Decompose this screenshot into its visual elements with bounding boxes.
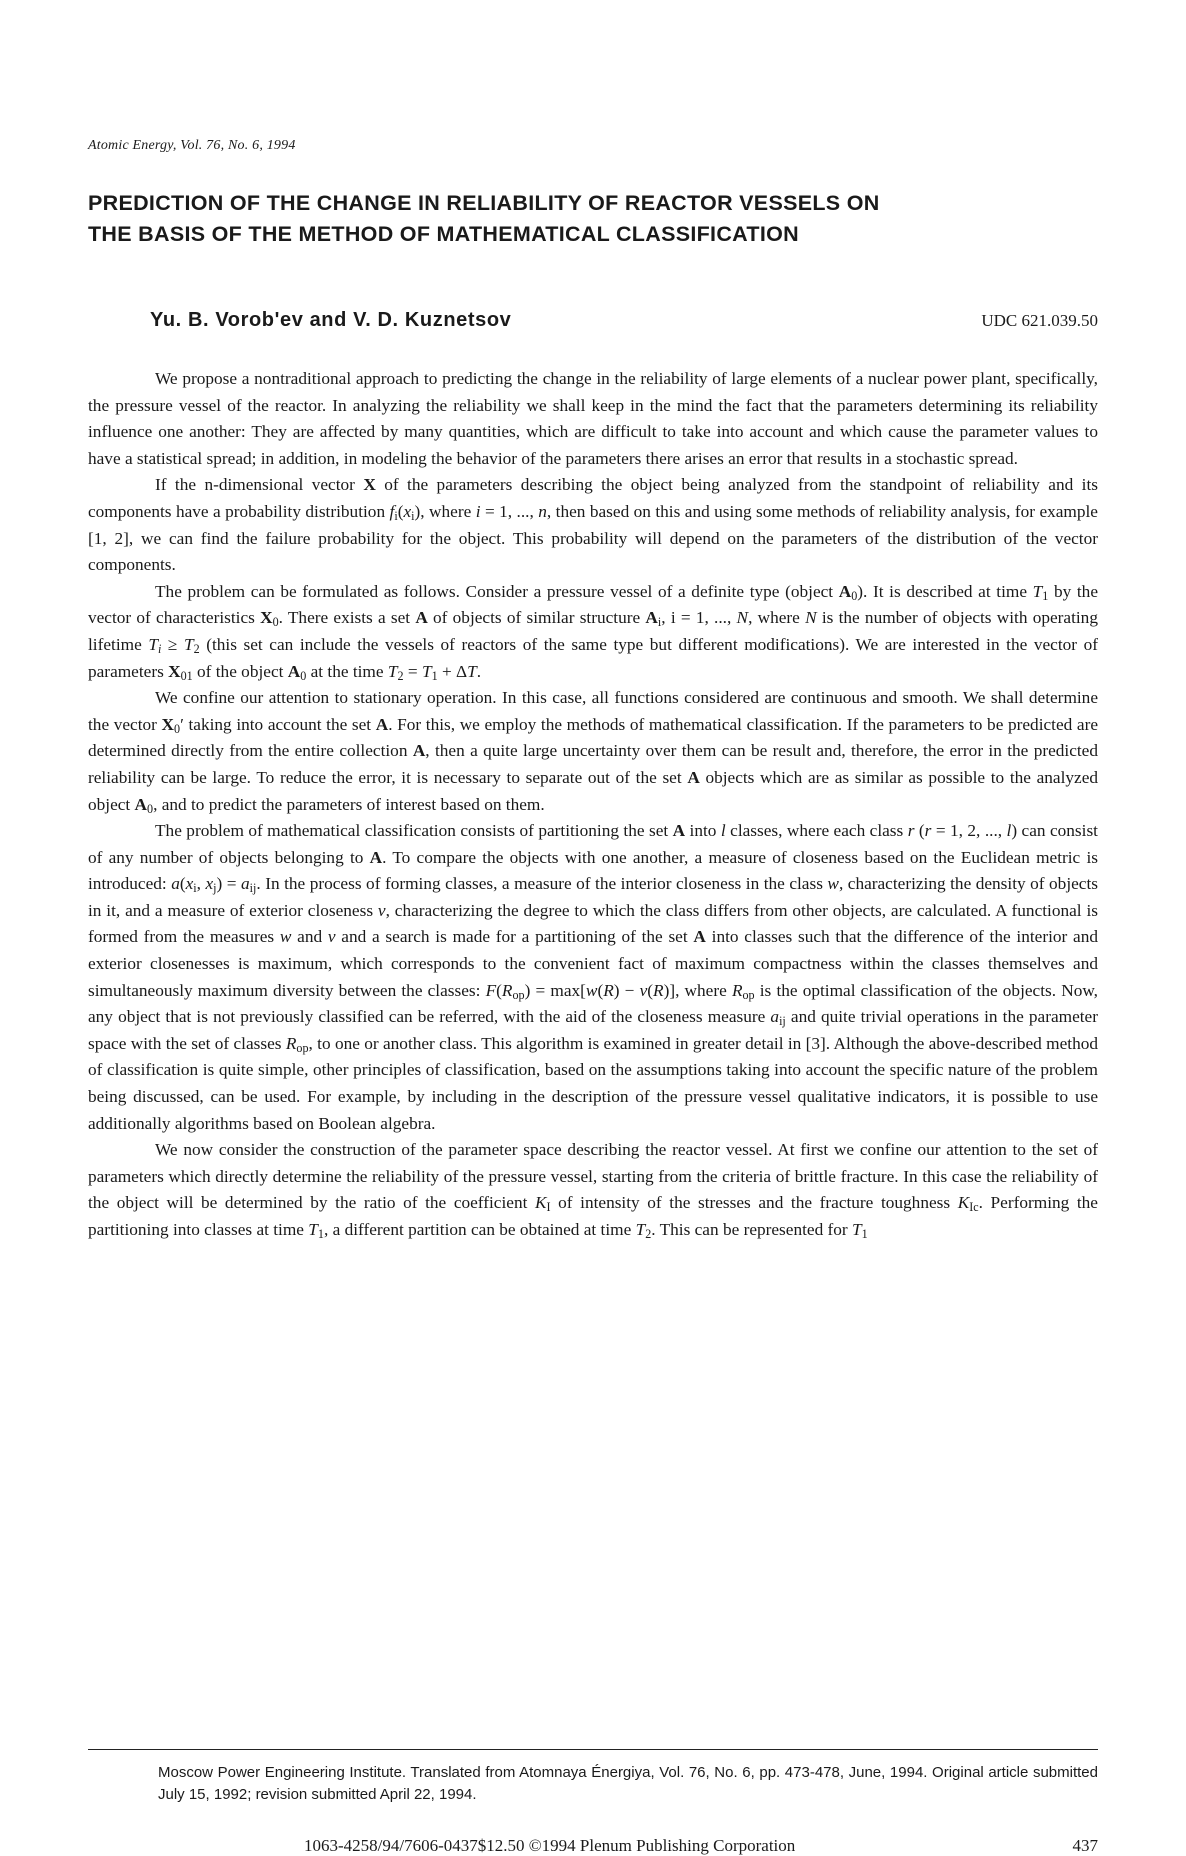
page-number: 437 — [1072, 1836, 1098, 1855]
paragraph-5: The problem of mathematical classification consists of partitioning the set A into l classes, where each class r (r = 1, 2, ..., l) can consist of any number of objects belonging to A. To compare the objects with one another, a measure of closeness based on the Euclidean metric is introduced: $a(x_i$, $x_j) = a_{ij}$. In the process of forming classes, a measure of the interior closeness in the class w, characterizing the density of objects in it, and a measure of exterior closeness ν, characterizing the degree to which the class differs from other objects, are calculated. A functional is formed from the measures w and ν and a search is made for a partitioning of the set A into classes such that the difference of the interior and exterior closenesses is maximum, which corresponds to the convenient fact of maximum compactness within the classes themselves and simultaneously maximum diversity between the classes: $F(R_{op}) = \max[w(R) - \nu(R)]$, where $R_{op}$ is the optimal classification of the objects. Now, any object that is not previously classified can be referred, with the aid of the closeness measure $a_{ij}$ and quite trivial operations in the parameter space with the set of classes $R_{op}$, to one or another class. This algorithm is examined in greater detail in [3]. Although the above-described method of classification is quite simple, other principles of classification, based on the assumptions taking into account the specific nature of the problem being discussed, can be used. For example, by including in the description of the pressure vessel qualitative indicators, it is possible to use additionally algorithms based on Boolean algebra. — [88, 821, 1099, 1133]
footnote-divider — [88, 1749, 1098, 1750]
footer-issn-copyright: 1063-4258/94/7606-0437$12.50 ©1994 Plenum Publishing Corporation — [304, 1836, 796, 1855]
paragraph-1: We propose a nontraditional approach to predicting the change in the reliability of large elements of a nuclear power plant, specifically, the pressure vessel of the reactor. In analyzing the reliability we shall keep in the mind the fact that the parameters determining its reliability influence one another: They are affected by many quantities, which are difficult to take into account and which cause the parameter values to have a statistical spread; in addition, in modeling the behavior of the parameters there arises an error that results in a stochastic spread. — [88, 369, 1098, 468]
udc-code: UDC 621.039.50 — [981, 311, 1098, 330]
article-body — [88, 366, 1098, 1244]
footnote-affiliation: Moscow Power Engineering Institute. Translated from Atomnaya Énergiya, Vol. 76, No. 6, pp. 473-478, June, 1994. Original article submitted July 15, 1992; revision submitted April 22, 1994. — [158, 1764, 1098, 1803]
paragraph-4: We confine our attention to stationary operation. In this case, all functions considered are continuous and smooth. We shall determine the vector $X_0'$ taking into account the set A. For this, we employ the methods of mathematical classification. If the parameters to be predicted are determined directly from the entire collection A, then a quite large uncertainty over them can be result and, therefore, the error in the predicted reliability can be large. To reduce the error, it is necessary to separate out of the set A objects which are as similar as possible to the analyzed object $A_0$, and to predict the parameters of interest based on them. — [88, 688, 1099, 816]
paragraph-2: If the n-dimensional vector X of the parameters describing the object being analyzed from the standpoint of reliability and its components have a probability distribution $f_i(x_i)$, where i = 1, ..., n, then based on this and using some methods of reliability analysis, for example [1, 2], we can find the failure probability for the object. This probability will depend on the parameters of the distribution of the vector components. — [88, 475, 1099, 575]
article-authors: Yu. B. Vorob'ev and V. D. Kuznetsov — [150, 309, 512, 331]
article-title: PREDICTION OF THE CHANGE IN RELIABILITY OF REACTOR VESSELS ON THE BASIS OF THE METHOD OF MATHEMATICAL CLASSIFICATION — [88, 191, 880, 246]
paragraph-6: We now consider the construction of the parameter space describing the reactor vessel. At first we confine our attention to the set of parameters which directly determine the reliability of the pressure vessel, starting from the criteria of brittle fracture. In this case the reliability of the object will be determined by the ratio of the coefficient $K_I$ of intensity of the stresses and the fracture toughness $K_{Ic}$. Performing the partitioning into classes at time $T_1$, a different partition can be obtained at time $T_2$. This can be represented for $T_1$ — [88, 1140, 1098, 1242]
paragraph-3: The problem can be formulated as follows. Consider a pressure vessel of a definite type (object $A_0$). It is described at time $T_1$ by the vector of characteristics $X_0$. There exists a set A of objects of similar structure $A_i$, i = 1, ..., N, where N is the number of objects with operating lifetime $T_i \ge T_2$ (this set can include the vessels of reactors of the same type but different modifications). We are interested in the vector of parameters $X_{01}$ of the object $A_0$ at the time $T_2 = T_1 + \Delta T$. — [88, 581, 1098, 683]
journal-citation: Atomic Energy, Vol. 76, No. 6, 1994 — [88, 138, 296, 153]
